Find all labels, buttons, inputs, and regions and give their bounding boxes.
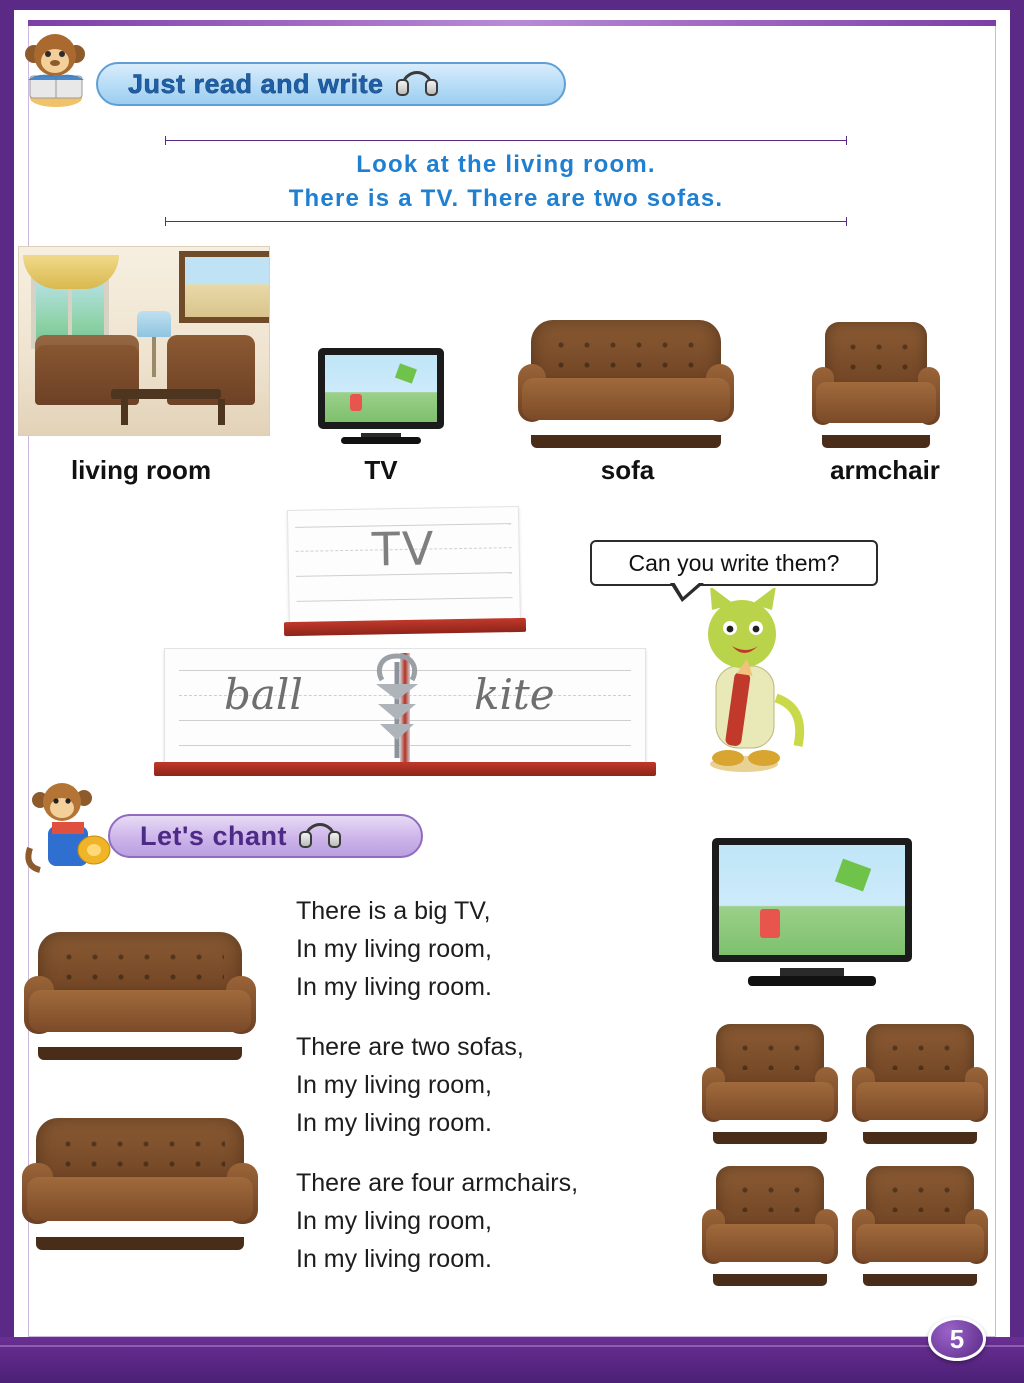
tv-screen: [712, 838, 912, 962]
lamp-pole-icon: [152, 337, 156, 377]
boy-icon: [350, 394, 362, 411]
kite-icon: [395, 363, 417, 383]
scene-table-icon: [111, 389, 221, 399]
tv-base: [748, 976, 876, 986]
section-title-read-and-write: Just read and write: [128, 68, 384, 99]
chant-line: In my living room.: [296, 1245, 492, 1273]
book-clip-icon: [366, 650, 428, 768]
chant-line: In my living room,: [296, 1071, 492, 1099]
chant-stanza-2: [296, 1028, 696, 1142]
instruction-rule-top: [165, 140, 847, 141]
speech-bubble: [590, 540, 878, 586]
chant-line: In my living room.: [296, 1109, 492, 1137]
living-room-scene-image: [18, 246, 270, 436]
handwriting-word-ball: ball: [224, 670, 303, 719]
monkey-reading-icon: [14, 28, 98, 112]
section-banner-read-and-write: [96, 62, 566, 106]
vocab-label-living-room: living room: [70, 455, 212, 485]
speech-bubble-text: Can you write them?: [628, 549, 840, 576]
section-title-lets-chant: Let's chant: [140, 820, 287, 851]
wall-picture-icon: [179, 251, 270, 323]
boy-icon: [760, 909, 780, 938]
vocab-label-tv: TV: [364, 455, 398, 485]
instruction-line-2: There is a TV. There are two sofas.: [288, 185, 724, 212]
vocab-label-sofa: sofa: [600, 455, 655, 485]
sofa-illustration: [518, 320, 734, 448]
chant-line: In my living room,: [296, 935, 492, 963]
chant-line: In my living room,: [296, 1207, 492, 1235]
chant-armchair-illustration: [702, 1166, 838, 1286]
chant-sofa-illustration: [24, 932, 256, 1060]
chant-sofa-illustration: [22, 1118, 258, 1250]
chant-line: There are four armchairs,: [296, 1169, 579, 1197]
page-number: 5: [928, 1317, 986, 1361]
top-accent-bar: [28, 20, 996, 26]
handwriting-word-kite: kite: [474, 670, 555, 719]
chant-line: In my living room.: [296, 973, 492, 1001]
armchair-illustration: [812, 322, 940, 448]
chant-tv-illustration: [712, 838, 912, 986]
chant-line: There is a big TV,: [296, 897, 491, 925]
tv-base: [341, 437, 422, 444]
chant-stanza-1: [296, 892, 696, 1006]
tv-screen: [318, 348, 444, 429]
tv-illustration: [318, 348, 444, 444]
chant-armchair-illustration: [852, 1166, 988, 1286]
handwriting-word-tv: TV: [371, 521, 436, 577]
headphones-icon: [297, 823, 343, 849]
page-bottom-band: [0, 1337, 1024, 1383]
headphones-icon: [394, 71, 440, 97]
cat-with-pencil-icon: [672, 588, 817, 773]
chant-armchair-illustration: [852, 1024, 988, 1144]
chant-line: There are two sofas,: [296, 1033, 524, 1061]
lamp-icon: [137, 311, 171, 337]
kite-icon: [835, 858, 871, 891]
instruction-rule-bottom: [165, 221, 847, 222]
chant-armchair-illustration: [702, 1024, 838, 1144]
section-banner-lets-chant: [108, 814, 423, 858]
instruction-text: [165, 148, 847, 216]
instruction-line-1: Look at the living room.: [356, 151, 656, 178]
monkey-with-cymbal-icon: [22, 778, 118, 874]
vocab-label-armchair: armchair: [830, 455, 940, 485]
chant-lyrics: [296, 892, 696, 1300]
writing-book-tv: [287, 506, 521, 636]
chant-stanza-3: [296, 1164, 696, 1278]
